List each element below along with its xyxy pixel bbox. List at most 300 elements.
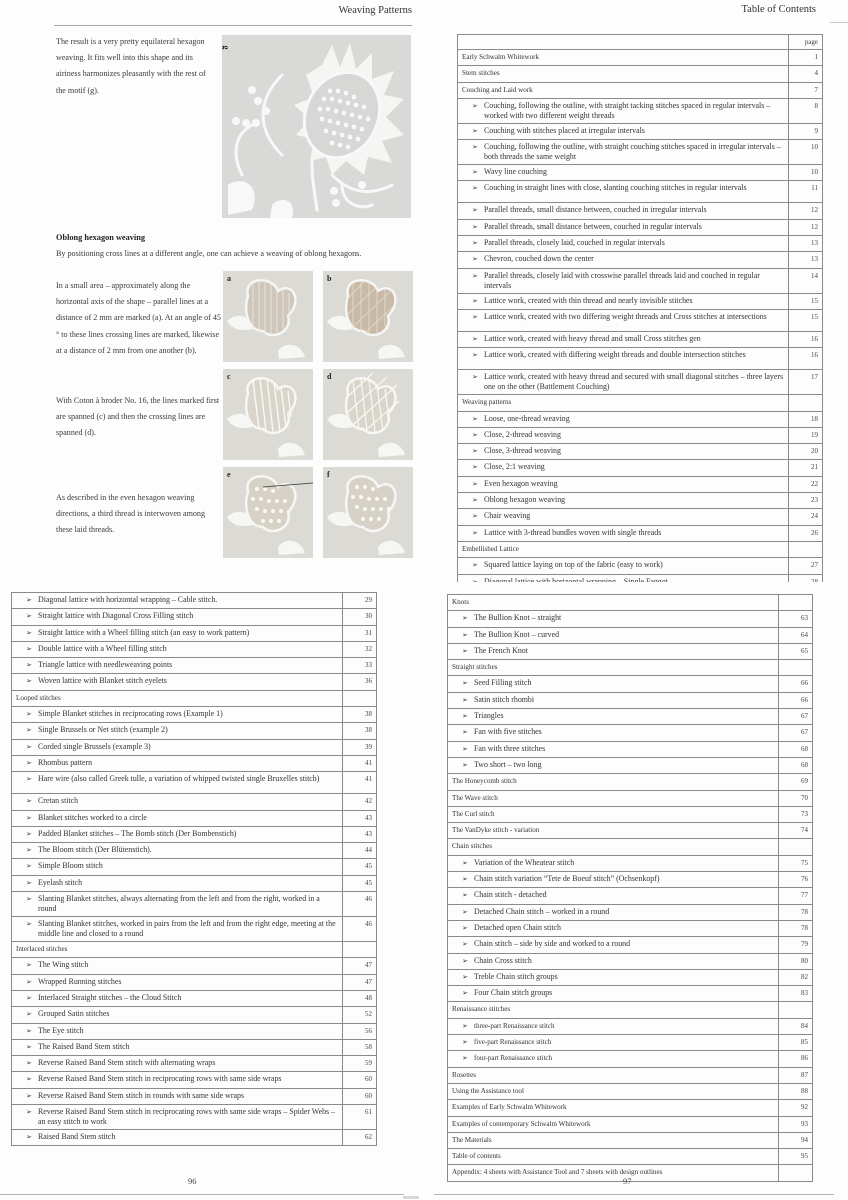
bullet-arrow-icon: ➢ [26, 726, 32, 735]
bullet-arrow-icon: ➢ [26, 1042, 32, 1051]
toc-entry-title-cell [12, 917, 343, 942]
toc-entry-title-cell [12, 1023, 343, 1039]
bullet-arrow-icon: ➢ [472, 296, 478, 305]
toc-entry-title-cell [12, 859, 343, 875]
toc-entry-page: 47 [343, 974, 377, 990]
toc-entry-title: Loose, one-thread weaving [484, 413, 570, 423]
toc-entry-title: Couching and Laid work [462, 85, 533, 94]
toc-entry-title-cell [458, 252, 789, 268]
toc-entry [458, 509, 823, 525]
toc-entry-title: Straight lattice with Diagonal Cross Filling stitch [38, 611, 194, 621]
toc-entry-title: The Materials [452, 1135, 492, 1144]
toc-entry [458, 203, 823, 219]
bullet-arrow-icon: ➢ [462, 940, 468, 949]
toc-entry [12, 1039, 377, 1055]
toc-entry-title-cell [458, 331, 789, 347]
toc-section [448, 1002, 813, 1018]
toc-entry-title-cell [12, 593, 343, 609]
toc-entry-page: 32 [343, 641, 377, 657]
toc-entry-title: Slanting Blanket stitches, worked in pairs from the left and from the right edge, meeting at the middle line and closed to a round [38, 919, 336, 939]
toc-entry-title: Wrapped Running stitches [38, 976, 122, 986]
bullet-arrow-icon: ➢ [26, 710, 32, 719]
toc-entry-page: 15 [789, 293, 823, 309]
toc-entry-title-cell [448, 806, 779, 822]
toc-entry-page: 11 [789, 181, 823, 203]
toc-entry-title: Parallel threads, closely laid, couched in regular intervals [484, 238, 665, 248]
toc-entry [448, 643, 813, 659]
toc-entry-title-cell [12, 810, 343, 826]
toc-entry-page: 74 [779, 823, 813, 839]
bullet-arrow-icon: ➢ [462, 712, 468, 721]
bullet-arrow-icon: ➢ [26, 758, 32, 767]
toc-entry [448, 1018, 813, 1034]
toc-entry-title-cell [458, 411, 789, 427]
bullet-arrow-icon: ➢ [462, 989, 468, 998]
section-title-oblong-hexagon: Oblong hexagon weaving [56, 233, 145, 242]
toc-entry-title: Oblong hexagon weaving [484, 495, 566, 505]
toc-entry [458, 219, 823, 235]
toc-entry-page: 87 [779, 1067, 813, 1083]
toc-entry-title: Simple Bloom stitch [38, 861, 103, 871]
toc-entry-title-cell [12, 755, 343, 771]
bullet-arrow-icon: ➢ [26, 612, 32, 621]
toc-entry [458, 165, 823, 181]
bullet-arrow-icon: ➢ [472, 414, 478, 423]
bullet-arrow-icon: ➢ [26, 829, 32, 838]
toc-entry [458, 460, 823, 476]
section-lead: By positioning cross lines at a different angle, one can achieve a weaving of oblong hexagons. [56, 249, 362, 258]
bullet-arrow-icon: ➢ [462, 646, 468, 655]
toc-entry-title-cell [458, 123, 789, 139]
bullet-arrow-icon: ➢ [26, 596, 32, 604]
toc-entry-title-cell [12, 843, 343, 859]
bullet-arrow-icon: ➢ [472, 271, 478, 280]
toc-entry-page: 60 [343, 1072, 377, 1088]
toc-entry-title: Chain stitches [452, 842, 492, 851]
toc-entry-page: 24 [789, 509, 823, 525]
bullet-arrow-icon: ➢ [472, 239, 478, 248]
toc-entry-title: Simple Blanket stitches in reciprocating rows (Example 1) [38, 709, 223, 719]
toc-entry [448, 1051, 813, 1067]
toc-entry-page: 58 [343, 1039, 377, 1055]
toc-entry [12, 958, 377, 974]
toc-entry-title-cell [12, 690, 343, 706]
bullet-arrow-icon: ➢ [26, 895, 32, 904]
toc-entry-title-cell [458, 493, 789, 509]
toc-entry-title: Appendix: 4 sheets with Assistance Tool and 7 sheets with design outlines [452, 1168, 663, 1177]
toc-entry-title-cell [12, 1007, 343, 1023]
toc-entry-title-cell [448, 611, 779, 627]
toc-entry-title: Fan with three stitches [474, 743, 546, 753]
toc-section [458, 82, 823, 98]
bullet-arrow-icon: ➢ [472, 463, 478, 472]
bullet-arrow-icon: ➢ [462, 923, 468, 932]
toc-entry [12, 1072, 377, 1088]
toc-entry-page: 4 [789, 66, 823, 82]
toc-entry [448, 709, 813, 725]
toc-entry [458, 493, 823, 509]
toc-entry-title-cell [12, 892, 343, 917]
toc-entry-title-cell [12, 974, 343, 990]
toc-entry-title: Table of contents [452, 1152, 501, 1161]
bullet-arrow-icon: ➢ [472, 512, 478, 521]
margin-mark [403, 1196, 419, 1199]
toc-entry [458, 236, 823, 252]
toc-entry [12, 658, 377, 674]
toc-entry-page: 46 [343, 892, 377, 917]
toc-entry-page: 14 [789, 268, 823, 293]
toc-entry [448, 757, 813, 773]
toc-entry-title: Blanket stitches worked to a circle [38, 812, 147, 822]
toc-entry-page: 88 [779, 1083, 813, 1099]
toc-entry-title-cell [448, 839, 779, 855]
toc-entry-title: Cretan stitch [38, 796, 79, 806]
toc-entry [458, 444, 823, 460]
toc-entry-title-cell [448, 1051, 779, 1067]
toc-entry-title-cell [448, 741, 779, 757]
toc-entry [458, 123, 823, 139]
toc-entry [12, 772, 377, 794]
toc-entry [458, 140, 823, 165]
toc-entry-title-cell [458, 66, 789, 82]
photo-label: d [327, 372, 332, 381]
toc-entry [12, 739, 377, 755]
toc-entry-page: 7 [789, 82, 823, 98]
toc-entry [12, 1088, 377, 1104]
toc-entry-page: 39 [343, 739, 377, 755]
toc-entry-title: The Honeycomb stitch [452, 777, 517, 786]
toc-entry-title: Close, 2:1 weaving [484, 462, 545, 472]
toc-entry-title: Reverse Raised Band Stem stitch in rounds with same side wraps [38, 1090, 245, 1100]
toc-entry-page [779, 595, 813, 611]
toc-entry-title-cell [458, 293, 789, 309]
toc-entry-page: 67 [779, 725, 813, 741]
toc-entry-page: 30 [343, 609, 377, 625]
toc-entry-title-cell [458, 460, 789, 476]
toc-entry-title: Rosettes [452, 1070, 477, 1079]
toc-entry-page: 18 [789, 411, 823, 427]
page-edge-mark [830, 22, 848, 23]
toc-entry-title: Eyelash stitch [38, 877, 83, 887]
step-photo-f [323, 467, 413, 558]
toc-entry-page: 62 [343, 1130, 377, 1146]
toc-entry-page: 83 [779, 986, 813, 1002]
bullet-arrow-icon: ➢ [26, 742, 32, 751]
running-head: Weaving Patterns [338, 5, 412, 16]
toc-entry-title-cell [448, 953, 779, 969]
toc-entry-page: 73 [779, 806, 813, 822]
toc-entry-title-cell [448, 888, 779, 904]
toc-entry-page: 43 [343, 810, 377, 826]
toc-section [448, 1100, 813, 1116]
toc-entry [12, 990, 377, 1006]
toc-entry-title: Chevron, couched down the center [484, 254, 594, 264]
toc-entry-title: Lattice work, created with two differing weight threads and Cross stitches at intersections [484, 311, 767, 321]
toc-entry-title: Examples of contemporary Schwalm Whitework [452, 1119, 591, 1128]
toc-entry-page: 47 [343, 958, 377, 974]
toc-section [448, 1132, 813, 1148]
bullet-arrow-icon: ➢ [472, 561, 478, 570]
toc-entry-page: 93 [779, 1116, 813, 1132]
toc-entry [448, 937, 813, 953]
toc-entry-page: 15 [789, 309, 823, 331]
toc-entry-title-cell [12, 1088, 343, 1104]
step-photo-d [323, 369, 413, 460]
toc-section [448, 595, 813, 611]
bullet-arrow-icon: ➢ [462, 1021, 468, 1030]
toc-entry-title: Couching, following the outline, with straight tacking stitches spaced in regular intervals – worked with two different weight threads [484, 100, 771, 120]
bullet-arrow-icon: ➢ [26, 1108, 32, 1117]
toc-entry-page: 78 [779, 904, 813, 920]
toc-section [12, 690, 377, 706]
toc-entry-title-cell [448, 969, 779, 985]
toc-entry [448, 904, 813, 920]
toc-entry-title: Parallel threads, closely laid with crosswise parallel threads laid and couched in regular intervals [484, 270, 760, 290]
toc-entry-title: Parallel threads, small distance between, couched in irregular intervals [484, 205, 707, 215]
toc-entry-title-cell [458, 181, 789, 203]
toc-entry-title-cell [448, 757, 779, 773]
toc-entry [12, 674, 377, 690]
toc-entry-title: Woven lattice with Blanket stitch eyelets [38, 676, 167, 686]
step-paragraph-marking: In a small area – approximately along the horizontal axis of the shape – parallel lines at a distance of 2 mm are marked (a). At an angle of 45 ° to these lines crossing lines are marked, likewise at a distance of 2 mm from one another (b). [56, 281, 221, 355]
bullet-arrow-icon: ➢ [472, 430, 478, 439]
toc-entry-title-cell [448, 774, 779, 790]
bullet-arrow-icon: ➢ [462, 744, 468, 753]
toc-entry-title-cell [12, 674, 343, 690]
toc-section [448, 839, 813, 855]
toc-entry-title-cell [458, 476, 789, 492]
toc-entry-page: 68 [779, 757, 813, 773]
toc-entry-title: Reverse Raised Band Stem stitch in reciprocating rows with same side wraps [38, 1074, 282, 1084]
thistle-motif-illustration [222, 35, 411, 218]
toc-entry [12, 707, 377, 723]
toc-entry [12, 1007, 377, 1023]
toc-section [448, 660, 813, 676]
toc-entry-title: Chain stitch – side by side and worked to a round [474, 939, 631, 949]
toc-entry-title-cell [458, 165, 789, 181]
toc-entry-page: 10 [789, 140, 823, 165]
toc-entry-page: 48 [343, 990, 377, 1006]
toc-section [448, 1116, 813, 1132]
toc-entry-page: 36 [343, 674, 377, 690]
toc-entry-title: The Bullion Knot – straight [474, 613, 562, 623]
toc-entry [448, 692, 813, 708]
toc-entry-title: Parallel threads, small distance between, couched in regular intervals [484, 221, 702, 231]
toc-entry-page: 26 [789, 525, 823, 541]
bullet-arrow-icon: ➢ [472, 184, 478, 193]
toc-entry-title-cell [448, 627, 779, 643]
toc-entry-title-cell [448, 937, 779, 953]
toc-entry [12, 875, 377, 891]
toc-entry-title: The Bullion Knot – curved [474, 629, 560, 639]
toc-entry-page: 68 [779, 741, 813, 757]
bullet-arrow-icon: ➢ [26, 993, 32, 1002]
toc-entry-page: 77 [779, 888, 813, 904]
toc-entry-page: 60 [343, 1088, 377, 1104]
toc-entry-title: Examples of Early Schwalm Whitework [452, 1103, 567, 1112]
toc-entry [12, 1105, 377, 1130]
bullet-arrow-icon: ➢ [472, 479, 478, 488]
toc-entry-page: 38 [343, 723, 377, 739]
toc-entry-title: Chair weaving [484, 511, 531, 521]
toc-entry-title-cell [12, 1072, 343, 1088]
toc-table [457, 34, 823, 591]
toc-section [448, 790, 813, 806]
toc-entry-title-cell [448, 709, 779, 725]
toc-entry [448, 986, 813, 1002]
bullet-arrow-icon: ➢ [472, 126, 478, 135]
toc-entry-page: 45 [343, 875, 377, 891]
toc-entry [12, 625, 377, 641]
bullet-arrow-icon: ➢ [472, 373, 478, 382]
toc-entry [458, 331, 823, 347]
toc-entry [458, 370, 823, 395]
toc-entry-title-cell [458, 395, 789, 411]
toc-entry-title-cell [458, 444, 789, 460]
bullet-arrow-icon: ➢ [472, 334, 478, 343]
toc-entry [458, 181, 823, 203]
toc-entry-title: Interlaced Straight stitches – the Cloud Stitch [38, 992, 182, 1002]
toc-entry-page: 59 [343, 1056, 377, 1072]
toc-entry-title-cell [448, 823, 779, 839]
heart-interweaving-needle-illustration [223, 467, 313, 558]
toc-entry-page: 66 [779, 692, 813, 708]
bullet-arrow-icon: ➢ [26, 677, 32, 686]
toc-entry-title: Couching, following the outline, with straight couching stitches spaced in irregular intervals – both threads the same weight [484, 142, 781, 162]
bullet-arrow-icon: ➢ [472, 351, 478, 360]
toc-table [447, 594, 813, 1182]
toc-entry-title-cell [12, 772, 343, 794]
toc-entry-page: 67 [779, 709, 813, 725]
bullet-arrow-icon: ➢ [26, 862, 32, 871]
toc-entry [458, 252, 823, 268]
toc-entry-title-cell [448, 1002, 779, 1018]
toc-section [448, 806, 813, 822]
toc-entry-title-cell [12, 609, 343, 625]
toc-entry-title: The French Knot [474, 645, 528, 655]
toc-entry-title-cell [12, 739, 343, 755]
bullet-arrow-icon: ➢ [472, 222, 478, 231]
bullet-arrow-icon: ➢ [26, 846, 32, 855]
toc-section [448, 774, 813, 790]
toc-entry-title: Padded Blanket stitches – The Bomb stitch (Der Bombenstich) [38, 828, 237, 838]
toc-entry-page: 17 [789, 370, 823, 395]
toc-section [458, 395, 823, 411]
toc-entry-title: Looped stitches [16, 693, 61, 702]
toc-entry-title: Straight lattice with a Wheel filling stitch (an easy to work pattern) [38, 627, 250, 637]
page-96-toc [0, 582, 424, 1200]
bullet-arrow-icon: ➢ [462, 875, 468, 884]
toc-entry [448, 611, 813, 627]
toc-entry [12, 826, 377, 842]
bullet-arrow-icon: ➢ [462, 630, 468, 639]
heart-spanned-threads-illustration [223, 369, 313, 460]
toc-entry-title-cell [12, 625, 343, 641]
toc-entry [458, 309, 823, 331]
toc-table [11, 592, 377, 1146]
toc-entry-title: Knots [452, 598, 469, 606]
bullet-arrow-icon: ➢ [26, 1133, 32, 1142]
toc-entry-page: 79 [779, 937, 813, 953]
toc-entry [12, 1130, 377, 1146]
toc-entry-title-cell [458, 219, 789, 235]
toc-entry-title-cell [448, 1149, 779, 1165]
toc-entry [458, 427, 823, 443]
toc-entry-title-cell [458, 82, 789, 98]
toc-entry-title: Hare wire (also called Greek tulle, a variation of whipped twisted single Bruxelles stitch) [38, 774, 320, 784]
bullet-arrow-icon: ➢ [472, 447, 478, 456]
toc-entry-title: Detached open Chain stitch [474, 922, 561, 932]
toc-entry-title-cell [12, 794, 343, 810]
toc-entry-title-cell [448, 1035, 779, 1051]
toc-entry-page: 63 [779, 611, 813, 627]
toc-entry-title: Even hexagon weaving [484, 478, 558, 488]
toc-entry-title: Couching with stitches placed at irregular intervals [484, 125, 645, 135]
toc-section [448, 823, 813, 839]
toc-entry-page: 43 [343, 826, 377, 842]
toc-entry-title-cell [12, 658, 343, 674]
toc-entry-title-cell [448, 855, 779, 871]
toc-entry-title: Close, 2-thread weaving [484, 429, 561, 439]
toc-entry-page: 84 [779, 1018, 813, 1034]
toc-entry [458, 293, 823, 309]
toc-entry-page: 10 [789, 165, 823, 181]
toc-entry-title-cell [448, 1100, 779, 1116]
toc-entry [12, 593, 377, 609]
toc-entry-title-cell [12, 1039, 343, 1055]
toc-entry-page [779, 1002, 813, 1018]
toc-entry [448, 741, 813, 757]
toc-entry-page: 45 [343, 859, 377, 875]
toc-entry-page: 94 [779, 1132, 813, 1148]
bullet-arrow-icon: ➢ [472, 496, 478, 505]
toc-entry-page: 41 [343, 772, 377, 794]
toc-entry-title: Interlaced stitches [16, 945, 68, 954]
toc-entry-title: The Wing stitch [38, 960, 89, 970]
toc-entry-page: 75 [779, 855, 813, 871]
toc-entry-title: Squared lattice laying on top of the fabric (easy to work) [484, 560, 663, 570]
toc-entry [12, 641, 377, 657]
toc-entry-page [343, 942, 377, 958]
page-97-toc [424, 582, 848, 1200]
toc-entry-page: 13 [789, 236, 823, 252]
page-number: 97 [623, 1176, 632, 1186]
toc-entry-title-cell [448, 986, 779, 1002]
toc-entry-page [789, 541, 823, 557]
toc-entry-title: The Wave stitch [452, 793, 498, 802]
toc-entry-title: Corded single Brussels (example 3) [38, 741, 151, 751]
toc-section [448, 1067, 813, 1083]
bullet-arrow-icon: ➢ [462, 679, 468, 688]
toc-entry-title: Chain stitch - detached [474, 890, 547, 900]
bullet-arrow-icon: ➢ [472, 255, 478, 264]
toc-entry-title-cell [448, 1116, 779, 1132]
page-table-of-contents-start [424, 0, 848, 582]
toc-entry [12, 723, 377, 739]
bullet-arrow-icon: ➢ [462, 1054, 468, 1063]
toc-entry [12, 892, 377, 917]
toc-entry-title-cell [12, 707, 343, 723]
photo-label: c [227, 372, 231, 381]
toc-entry [12, 794, 377, 810]
toc-entry-title: The VanDyke stitch - variation [452, 826, 540, 835]
toc-entry-page: 33 [343, 658, 377, 674]
toc-entry-page: 86 [779, 1051, 813, 1067]
toc-entry-title: The Bloom stitch (Der Blütenstich). [38, 845, 152, 855]
toc-entry-title-cell [448, 920, 779, 936]
toc-entry-title-cell [12, 826, 343, 842]
toc-entry [448, 1035, 813, 1051]
